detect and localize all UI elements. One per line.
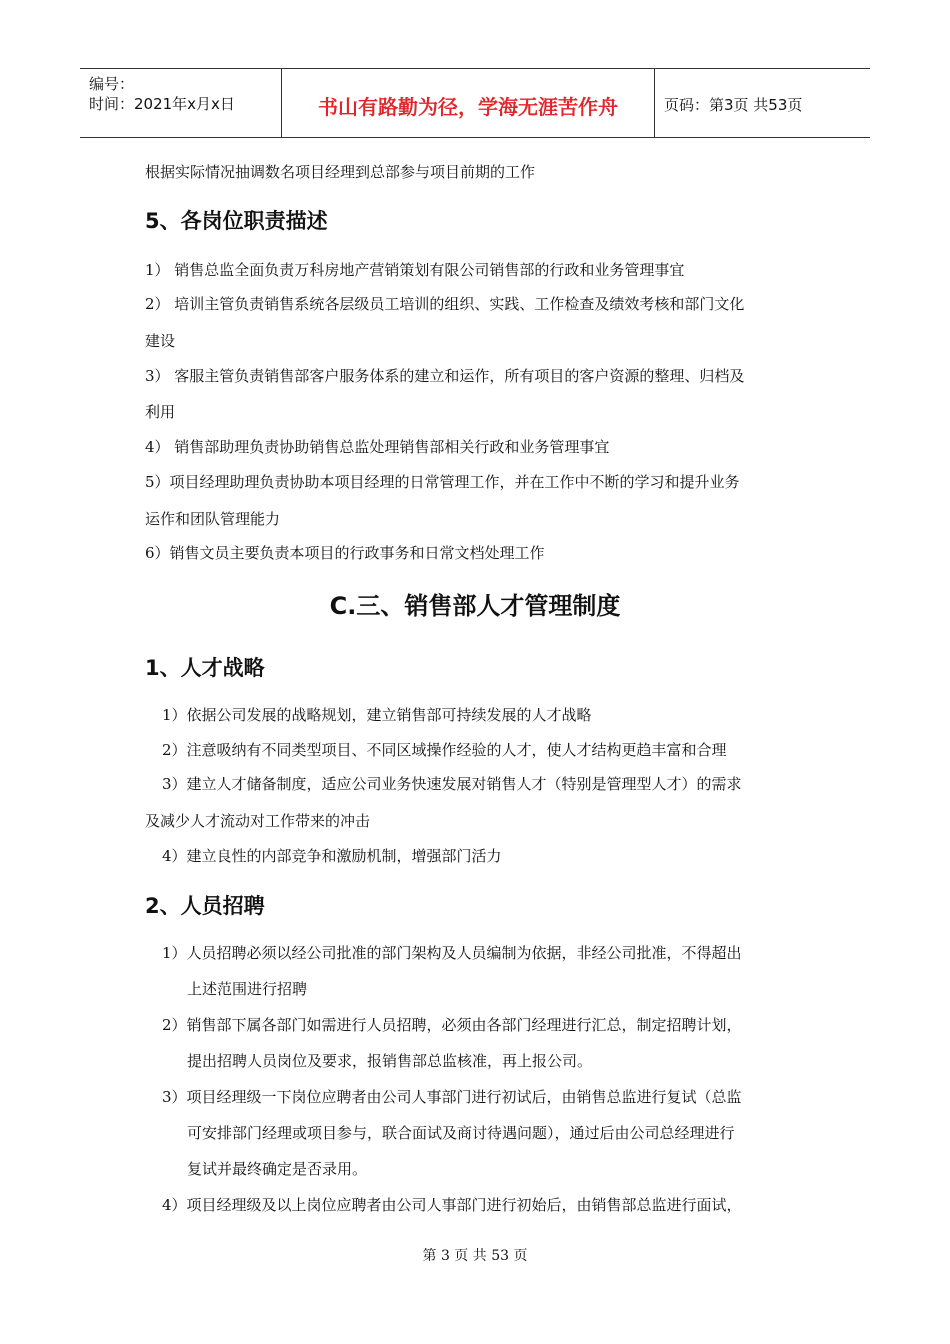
duty-line: 1） 销售总监全面负责万科房地产营销策划有限公司销售部的行政和业务管理事宜	[145, 261, 685, 279]
strategy-line: 2）注意吸纳有不同类型项目、不同区域操作经验的人才，使人才结构更趋丰富和合理	[162, 741, 727, 759]
recruitment-line: 2）销售部下属各部门如需进行人员招聘，必须由各部门经理进行汇总，制定招聘计划，	[162, 1016, 742, 1034]
duty-line: 4） 销售部助理负责协助销售总监处理销售部相关行政和业务管理事宜	[145, 438, 610, 456]
header-meta-cell	[80, 69, 282, 137]
recruitment-line: 1）人员招聘必须以经公司批准的部门架构及人员编制为依据，非经公司批准，不得超出	[162, 944, 742, 962]
section-heading-duties: 5、各岗位职责描述	[145, 209, 328, 233]
section-heading-recruitment: 2、人员招聘	[145, 894, 265, 918]
strategy-line: 1）依据公司发展的战略规划，建立销售部可持续发展的人才战略	[162, 706, 592, 724]
header-motto-cell	[282, 69, 655, 137]
motto-text: 书山有路勤为径，学海无涯苦作舟	[318, 95, 618, 119]
recruitment-line: 4）项目经理级及以上岗位应聘者由公司人事部门进行初始后，由销售部总监进行面试，	[162, 1196, 742, 1214]
strategy-line: 3）建立人才储备制度，适应公司业务快速发展对销售人才（特别是管理型人才）的需求	[162, 775, 742, 793]
page-info: 页码：第3页 共53页	[664, 96, 803, 114]
duty-line: 2） 培训主管负责销售系统各层级员工培训的组织、实践、工作检查及绩效考核和部门文化	[145, 295, 745, 313]
recruitment-line: 提出招聘人员岗位及要求，报销售部总监核准，再上报公司。	[187, 1052, 593, 1070]
code-label: 编号：	[89, 75, 135, 93]
recruitment-line: 上述范围进行招聘	[187, 980, 308, 998]
duty-line: 6）销售文员主要负责本项目的行政事务和日常文档处理工作	[145, 544, 545, 562]
duty-line: 运作和团队管理能力	[145, 510, 281, 528]
chapter-title: C.三、销售部人才管理制度	[329, 592, 621, 620]
strategy-line: 4）建立良性的内部竞争和激励机制，增强部门活力	[162, 847, 502, 865]
recruitment-line: 复试并最终确定是否录用。	[187, 1160, 368, 1178]
date-label: 时间：2021年x月x日	[89, 95, 235, 113]
recruitment-line: 可安排部门经理或项目参与，联合面试及商讨待遇问题），通过后由公司总经理进行	[187, 1124, 735, 1142]
header-page-cell	[655, 69, 870, 137]
strategy-line: 及减少人才流动对工作带来的冲击	[145, 812, 371, 830]
duty-line: 利用	[145, 403, 176, 421]
duty-line: 5）项目经理助理负责协助本项目经理的日常管理工作，并在工作中不断的学习和提升业务	[145, 473, 740, 491]
intro-line: 根据实际情况抽调数名项目经理到总部参与项目前期的工作	[145, 163, 536, 181]
duty-line: 3） 客服主管负责销售部客户服务体系的建立和运作，所有项目的客户资源的整理、归档及	[145, 367, 745, 385]
duty-line: 建设	[145, 332, 176, 350]
document-header	[80, 68, 870, 138]
page-footer: 第 3 页 共 53 页	[422, 1248, 528, 1264]
section-heading-talent-strategy: 1、人才战略	[145, 656, 265, 680]
recruitment-line: 3）项目经理级一下岗位应聘者由公司人事部门进行初试后，由销售总监进行复试（总监	[162, 1088, 742, 1106]
